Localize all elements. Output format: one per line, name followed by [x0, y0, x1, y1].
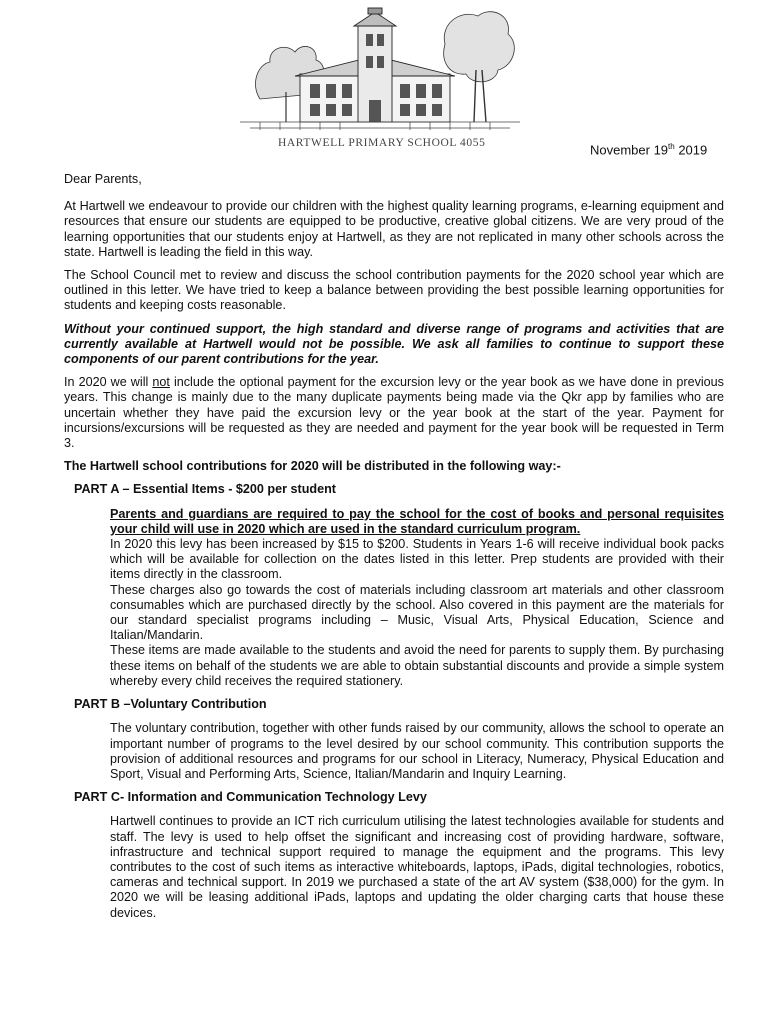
part-b-title: PART B –Voluntary Contribution — [74, 697, 267, 712]
part-c-p1: Hartwell continues to provide an ICT rich curriculum utilising the latest technologies available for students and staff. The levy is used to help offset the significant and increasing cost of providing hardware, software, infrastructure and technical support required to manage the equipment and the programs. This levy contributes to the cost of such items as interactive whiteboards, laptops, iPads, digital technologies, robotics, cameras and technical support. In 2019 we purchased a state of the art AV system ($38,000) for the gym. In 2020 we will be leasing additional iPads, laptops and updating the older charging carts that house these devices. — [110, 814, 724, 920]
letter-date — [590, 142, 707, 157]
salutation: Dear Parents, — [64, 172, 142, 186]
intro-paragraph: At Hartwell we endeavour to provide our children with the highest quality learning programs, e-learning equipment and resources that ensure our students are equipped to be productive, creative global citizens. We are very proud of the learning opportunities that our students enjoy at Hartwell, as they are not replicated in many other schools across the state. Hartwell is leading the field in this way. — [64, 199, 724, 259]
changes-after: include the optional payment for the excursion levy or the year book as we have done in previous years. This change is mainly due to the many duplicate payments being made via the Qkr app by families who are uncertain whether they have paid the excursion levy or the year book at the start of the year. Payment for incursions/excursions will be requested as they are needed and payment for the year book will be requested in Term 3. — [64, 375, 724, 451]
part-a-p3: These items are made available to the students and avoid the need for parents to supply them. By purchasing these items on behalf of the students we are able to obtain substantial discounts and provide a simple system whereby every child receives the required stationery. — [110, 643, 724, 688]
date-suffix: th — [668, 142, 675, 151]
part-c-section — [110, 814, 724, 920]
support-paragraph: Without your continued support, the high standard and diverse range of programs and activities that are currently available at Hartwell would not be possible. We ask all families to continue to support these components of our parent contributions for the year. — [64, 321, 724, 367]
part-a-lead: Parents and guardians are required to pay the school for the cost of books and personal requisites your child will use in 2020 which are used in the standard curriculum program. — [110, 506, 724, 536]
changes-paragraph — [64, 375, 724, 451]
part-a-p1: In 2020 this levy has been increased by $15 to $200. Students in Years 1-6 will receive individual book packs which will be available for collection on the dates listed in this letter. Prep students are provided with their items directly in the classroom. — [110, 537, 724, 582]
part-b-section — [110, 721, 724, 782]
school-building-sketch — [240, 4, 520, 136]
changes-not: not — [152, 375, 170, 390]
council-paragraph: The School Council met to review and discuss the school contribution payments for the 2020 school year which are outlined in this letter. We have tried to keep a balance between providing the best possible learning opportunities for students and keeping costs reasonable. — [64, 268, 724, 313]
part-a-title: PART A – Essential Items - $200 per student — [74, 482, 336, 497]
changes-before: In 2020 we will — [64, 375, 153, 390]
date-year: 2019 — [674, 142, 708, 158]
part-b-p1: The voluntary contribution, together with other funds raised by our community, allows the school to operate an important number of programs to the level desired by our school community. This contribution supports the provision of additional resources and programs for our school in Literacy, Numeracy, Physical Education and Sport, Visual and Performing Arts, Science, Italian/Mandarin and Inquiry Learning. — [110, 721, 724, 781]
part-a-section — [110, 507, 724, 689]
part-c-title: PART C- Information and Communication Technology Levy — [74, 790, 427, 805]
school-name: HARTWELL PRIMARY SCHOOL 4055 — [278, 137, 486, 149]
part-a-p2: These charges also go towards the cost of materials including classroom art materials and other classroom consumables which are purchased directly by the school. Also covered in this payment are the materials for our standard specialist programs including – Music, Visual Arts, Physical Education, Science and Italian/Mandarin. — [110, 582, 724, 643]
distribution-heading: The Hartwell school contributions for 2020 will be distributed in the following way:- — [64, 459, 561, 474]
date-day: November 19 — [590, 142, 669, 158]
letter-body — [64, 172, 724, 921]
